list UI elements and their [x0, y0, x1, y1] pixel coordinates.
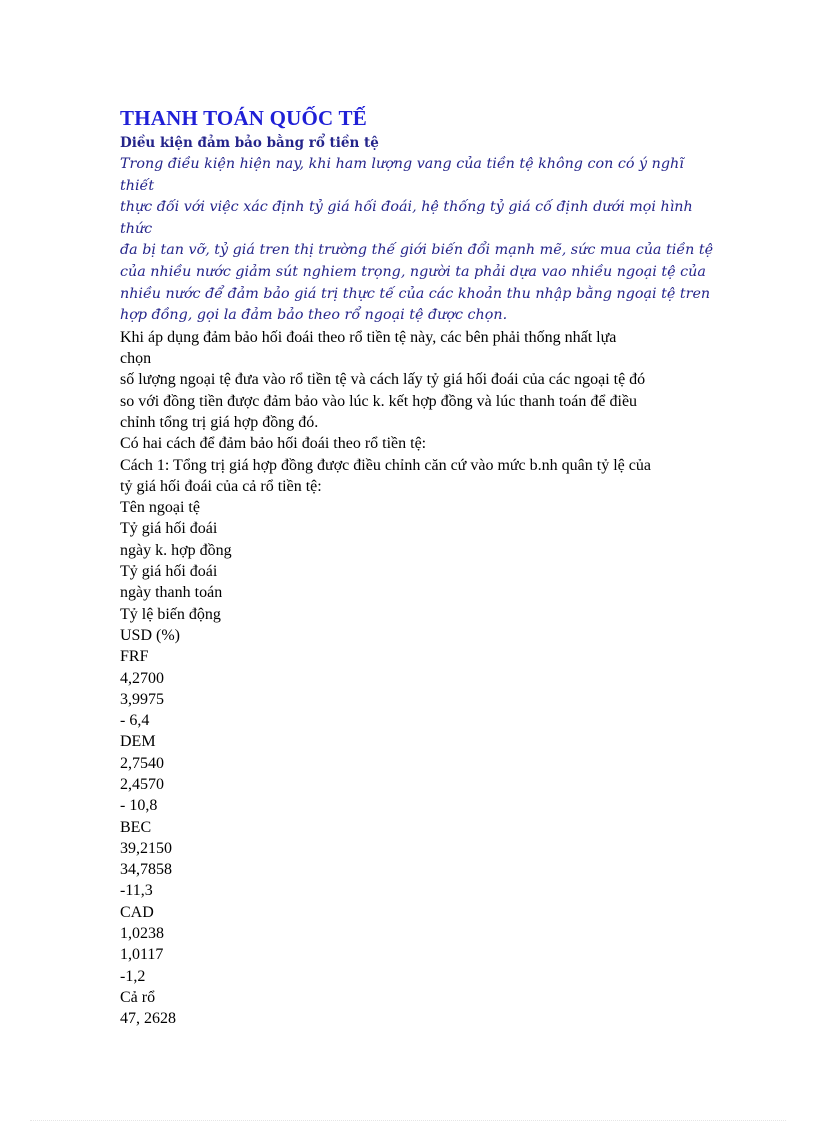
table-cell: ngày k. hợp đồng: [120, 541, 232, 559]
italic-line: thiết: [120, 177, 155, 194]
body-text: [120, 327, 700, 1030]
table-cell: 47, 2628: [120, 1010, 176, 1028]
table-cell: DEM: [120, 733, 156, 751]
body-line: chỉnh tổng trị giá hợp đồng đó.: [120, 413, 319, 431]
table-cell: Tỷ giá hối đoái: [120, 520, 218, 538]
body-line: Khi áp dụng đảm bảo hối đoái theo rổ tiền tệ này, các bên phải thống nhất lựa: [120, 328, 617, 346]
table-cell: 34,7858: [120, 861, 172, 879]
body-line: tỷ giá hối đoái của cả rổ tiền tệ:: [120, 477, 322, 495]
table-cell: 2,4570: [120, 775, 164, 793]
document-title: THANH TOÁN QUỐC TẾ: [120, 106, 367, 130]
table-cell: -11,3: [120, 882, 153, 900]
table-cell: 1,0238: [120, 925, 164, 943]
body-line: số lượng ngoại tệ đưa vào rổ tiền tệ và cách lấy tỷ giá hối đoái của các ngoại tệ đó: [120, 371, 646, 389]
table-cell: Tỷ lệ biến động: [120, 605, 221, 623]
table-cell: 1,0117: [120, 946, 164, 964]
italic-line: Trong điều kiện hiện nay, khi ham lượng vang của tiền tệ không con có ý nghĩ: [120, 156, 684, 172]
table-cell: ngày thanh toán: [120, 584, 223, 602]
page-bottom-divider: [30, 1120, 786, 1121]
table-cell: - 10,8: [120, 797, 158, 815]
table-cell: BEC: [120, 818, 152, 836]
table-cell: Tỷ giá hối đoái: [120, 563, 218, 581]
intro-italic-paragraph: [120, 154, 714, 327]
body-line: so với đồng tiền được đảm bảo vào lúc k. kết hợp đồng và lúc thanh toán để điều: [120, 392, 638, 410]
italic-line: nhiều nước để đảm bảo giá trị thực tế của các khoản thu nhập bằng ngoại tệ tren: [120, 285, 711, 302]
table-cell: 3,9975: [120, 690, 164, 708]
table-cell: 4,2700: [120, 669, 164, 687]
body-line: Cách 1: Tổng trị giá hợp đồng được điều chỉnh căn cứ vào mức b.nh quân tỷ lệ của: [120, 456, 651, 474]
italic-line: thực đối với việc xác định tỷ giá hối đoái, hệ thống tỷ giá cố định dưới mọi hình: [120, 199, 693, 216]
italic-line: đa bị tan vỡ, tỷ giá tren thị trường thế giới biến đổi mạnh mẽ, sức mua của tiền tệ: [120, 242, 714, 259]
table-cell: Cả rổ: [120, 988, 156, 1006]
italic-line: của nhiều nước giảm sút nghiem trọng, người ta phải dựa vao nhiều ngoại tệ của: [120, 263, 706, 280]
table-cell: 2,7540: [120, 754, 164, 772]
table-cell: 39,2150: [120, 839, 172, 857]
document-page: [120, 104, 714, 1030]
table-cell: - 6,4: [120, 712, 150, 730]
table-cell: Tên ngoại tệ: [120, 499, 200, 517]
table-cell: -1,2: [120, 967, 146, 985]
body-line: chọn: [120, 350, 152, 368]
table-cell: CAD: [120, 903, 154, 921]
italic-line: thức: [120, 220, 153, 237]
body-line: Có hai cách để đảm bảo hối đoái theo rổ tiền tệ:: [120, 435, 427, 453]
italic-line: hợp đồng, gọi la đảm bảo theo rổ ngoại tệ được chọn.: [120, 307, 508, 324]
table-cell: FRF: [120, 648, 149, 666]
section-subtitle: Diều kiện đảm bảo bằng rổ tiền tệ: [120, 135, 379, 151]
table-cell: USD (%): [120, 626, 180, 644]
